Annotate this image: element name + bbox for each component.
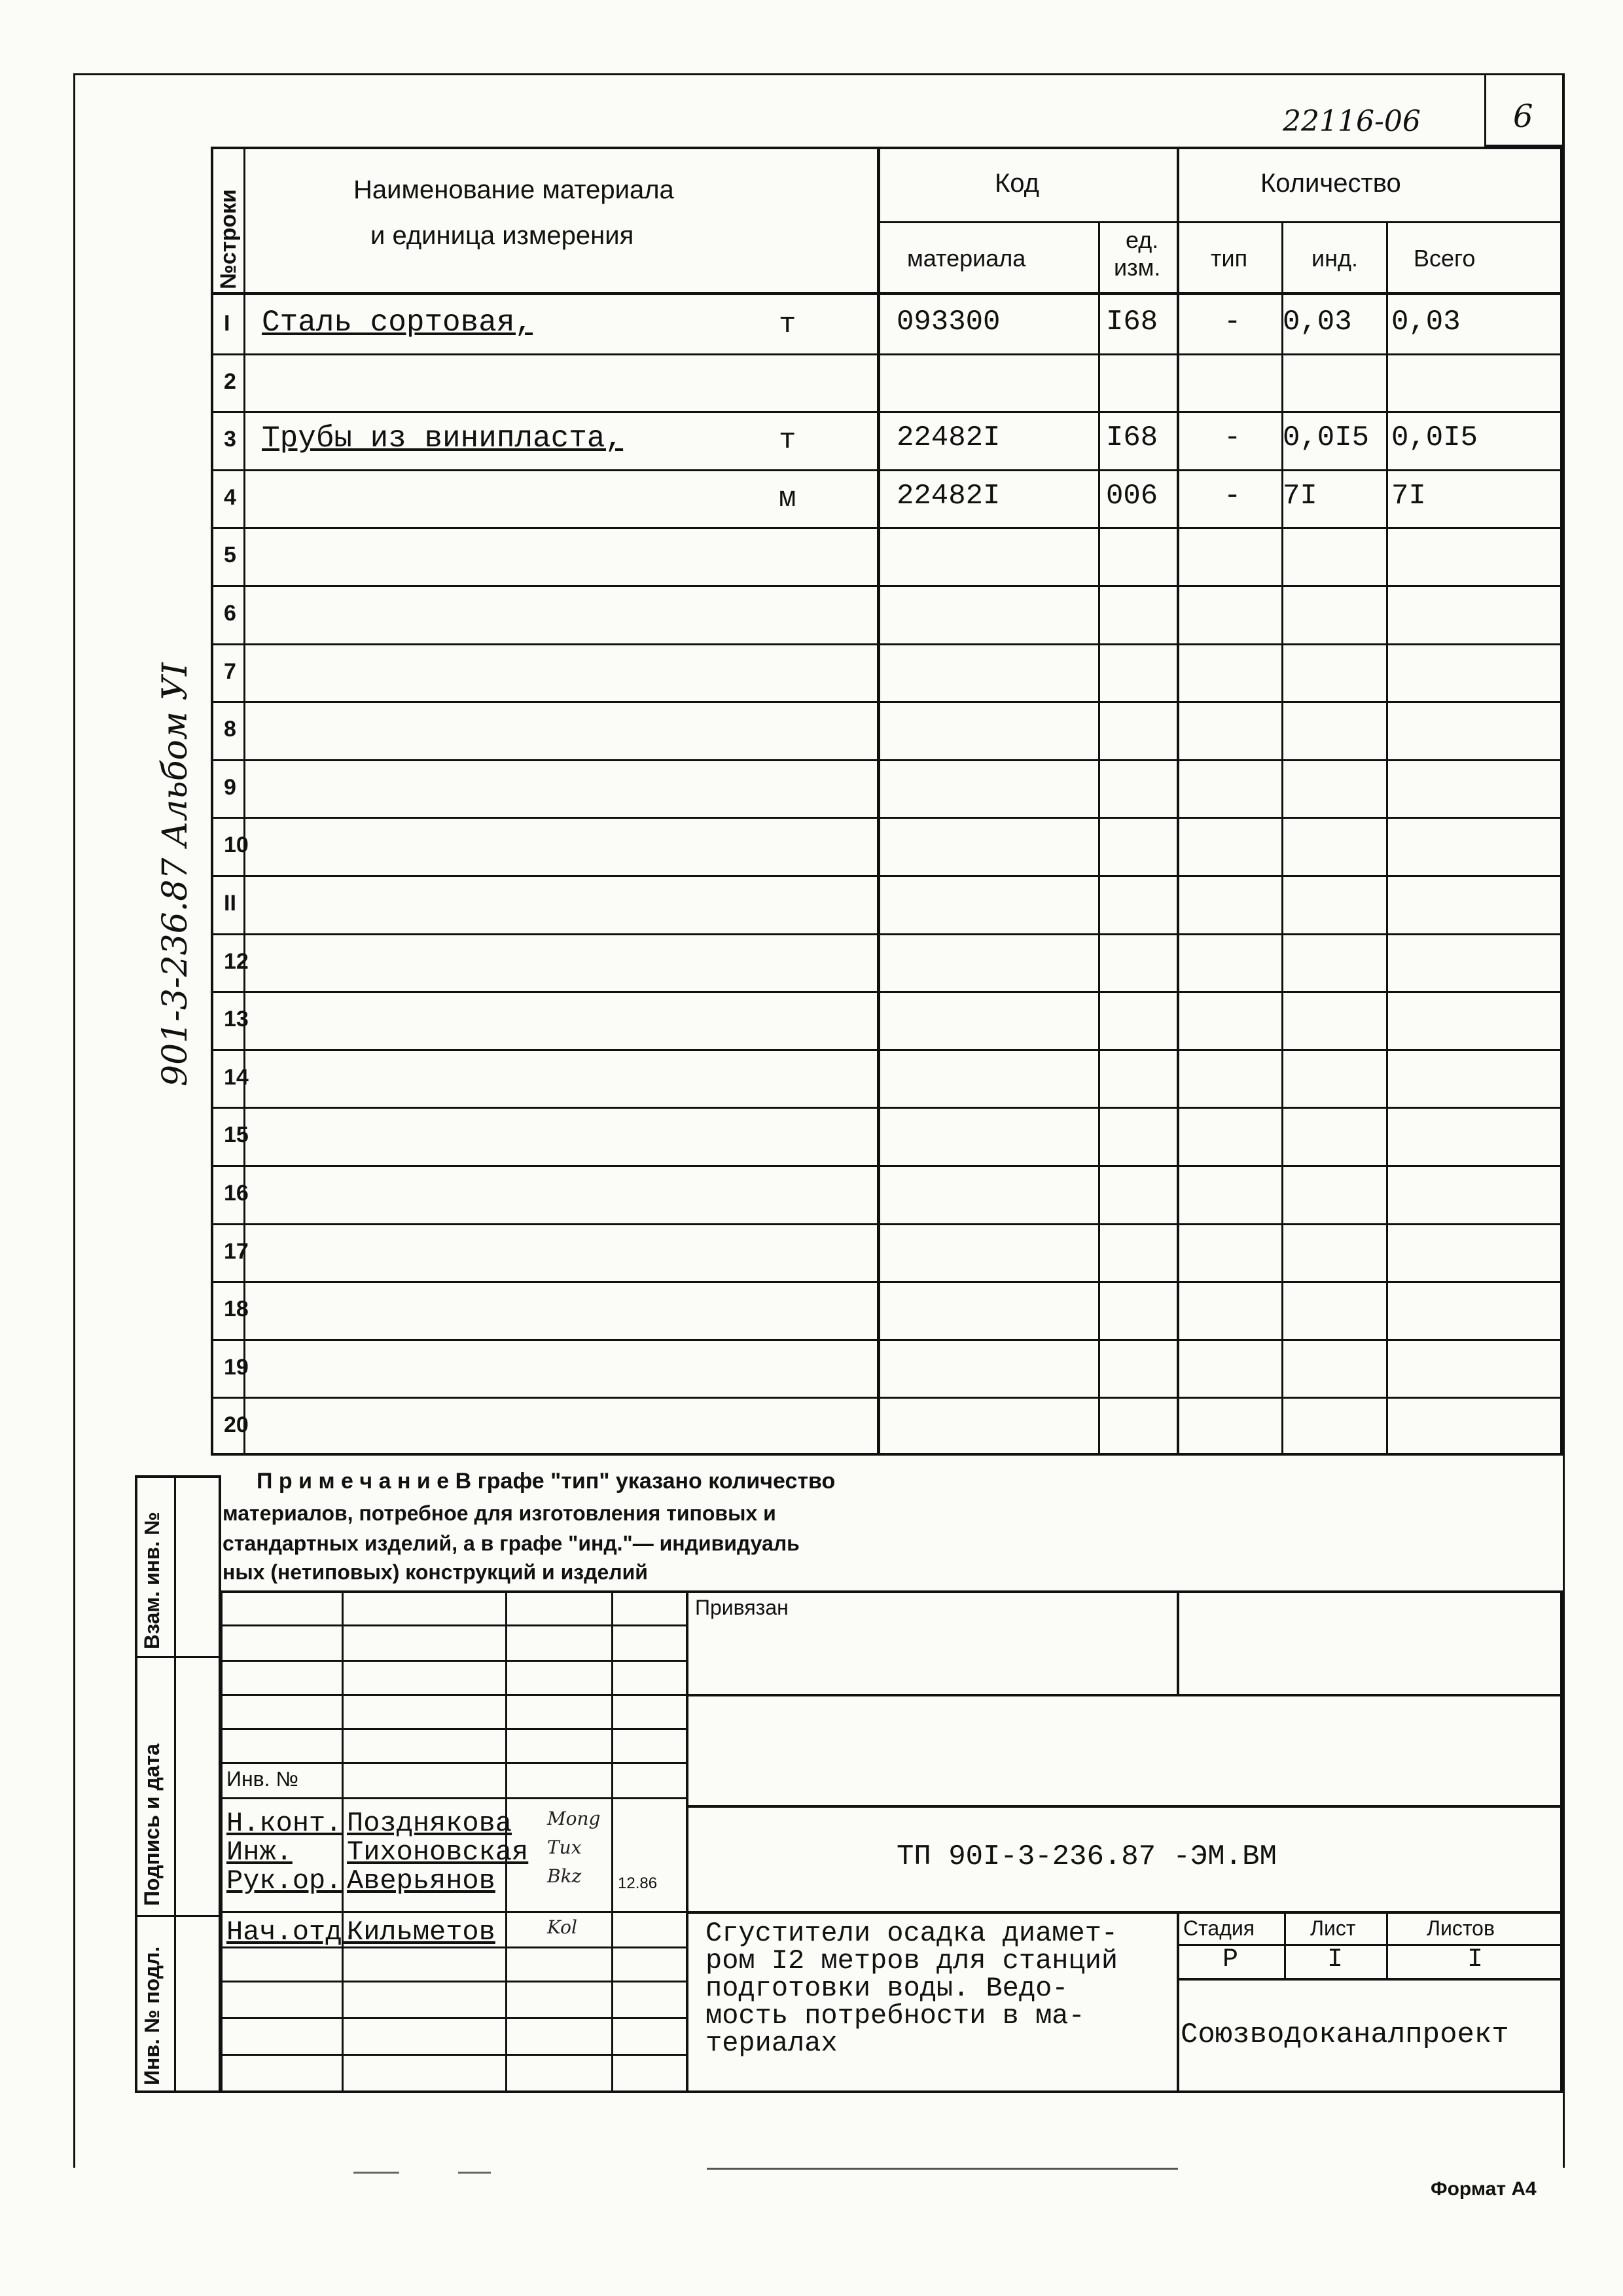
row-number: 20 — [224, 1412, 249, 1438]
row-divider — [211, 1223, 1563, 1225]
header-name-line2: и единица измерения — [370, 221, 634, 250]
row-divider — [211, 1049, 1563, 1051]
row-number: 13 — [224, 1007, 249, 1032]
row-number: 17 — [224, 1238, 249, 1264]
row-number: I — [224, 311, 230, 336]
row-divider — [211, 1281, 1563, 1283]
uom-code: 006 — [1106, 479, 1158, 512]
title-block-row-line — [221, 1660, 686, 1662]
signatory-name: Позднякова — [347, 1808, 512, 1839]
row-number: II — [224, 891, 236, 916]
row-divider — [211, 585, 1563, 587]
row-divider — [211, 933, 1563, 935]
signatory-role: Инж. — [226, 1837, 293, 1868]
row-number: 14 — [224, 1064, 249, 1090]
row-divider — [211, 1107, 1563, 1109]
side-label-podpis: Подпись и дата — [140, 1744, 164, 1906]
privyazan-label: Привязан — [695, 1596, 789, 1619]
col-divider-name — [877, 147, 880, 1456]
row-number: 8 — [224, 717, 236, 742]
header-code: Код — [995, 169, 1040, 198]
qty-type-value: - — [1224, 479, 1241, 512]
inv-no-label: Инв. № — [226, 1767, 298, 1791]
tb-main-divider — [686, 1590, 688, 2093]
title-block-row-line — [221, 1694, 686, 1696]
col-divider-ind — [1386, 221, 1388, 1456]
signatory-name: Кильметов — [347, 1916, 495, 1948]
qty-total-value: 0,03 — [1391, 306, 1461, 338]
header-qty-ind: инд. — [1311, 245, 1358, 272]
row-divider — [211, 701, 1563, 703]
qty-ind-value: 0,0I5 — [1283, 422, 1370, 455]
signatory-signature: Kol — [547, 1916, 577, 1938]
col-divider-type — [1281, 221, 1283, 1456]
header-qty-type: тип — [1211, 245, 1248, 272]
qty-ind-value: 0,03 — [1283, 306, 1352, 338]
description-line: териалах — [705, 2028, 838, 2059]
row-number: 9 — [224, 774, 236, 800]
stage-label: Стадия — [1183, 1916, 1255, 1940]
format-label: Формат А4 — [1431, 2178, 1537, 2200]
row-number: 12 — [224, 948, 249, 974]
tb-line-doc-code — [686, 1805, 1563, 1808]
row-divider — [211, 353, 1563, 355]
row-divider — [211, 817, 1563, 819]
sheets-value: I — [1467, 1945, 1484, 1975]
row-divider — [211, 643, 1563, 645]
tb-stage-col-2 — [1386, 1912, 1388, 1979]
page-number: 6 — [1513, 98, 1533, 135]
qty-type-value: - — [1224, 306, 1241, 338]
qty-total-value: 7I — [1391, 479, 1426, 512]
row-number: 2 — [224, 368, 236, 394]
title-block-row-line — [221, 1762, 686, 1764]
stage-value: Р — [1222, 1945, 1239, 1975]
material-unit: т — [779, 424, 796, 457]
header-code-unit-2: изм. — [1114, 254, 1161, 281]
sheet-label: Лист — [1310, 1916, 1356, 1940]
side-label-inv-podl: Инв. № подл. — [140, 1946, 164, 2085]
signatory-date: 12.86 — [618, 1874, 658, 1892]
header-quantity: Количество — [1260, 169, 1401, 198]
title-block-row-line — [221, 1797, 686, 1799]
description-line: мость потребности в ма- — [705, 2000, 1085, 2032]
signatory-name: Аверьянов — [347, 1865, 495, 1897]
material-unit: м — [779, 482, 796, 515]
side-label-vzam: Взам. инв. № — [140, 1512, 164, 1649]
title-block-row-line — [221, 1728, 686, 1730]
row-number: 19 — [224, 1354, 249, 1380]
signatory-signature: Mong — [547, 1808, 601, 1829]
material-name: Сталь сортовая, — [262, 306, 533, 340]
signatory-role: Н.конт. — [226, 1808, 342, 1839]
col-divider-uom — [1177, 147, 1179, 1456]
header-code-material: материала — [907, 245, 1026, 272]
tb-right-divider-bottom — [1177, 1912, 1179, 2093]
header-code-unit-1: ед. — [1126, 226, 1159, 253]
row-divider — [211, 469, 1563, 471]
header-split-line — [877, 221, 1563, 223]
signatory-signature: Bkz — [547, 1865, 582, 1887]
title-block-row-line — [221, 1911, 686, 1913]
header-bottom-line — [211, 292, 1563, 295]
title-block-row-line — [221, 2017, 686, 2019]
uom-code: I68 — [1106, 422, 1158, 455]
row-divider — [211, 1397, 1563, 1399]
row-divider — [211, 875, 1563, 877]
signatory-name: Тихоновская — [347, 1837, 529, 1868]
signatory-role: Рук.ор. — [226, 1865, 342, 1897]
signatory-role: Нач.отд. — [226, 1916, 359, 1948]
row-number: 5 — [224, 543, 236, 568]
header-qty-total: Всего — [1414, 245, 1476, 272]
row-divider — [211, 1339, 1563, 1341]
row-number: 7 — [224, 658, 236, 684]
note-line-3: стандартных изделий, а в графе "инд."— индивидуаль — [223, 1532, 800, 1555]
row-number: 4 — [224, 484, 236, 510]
note-line-4: ных (нетиповых) конструкций и изделий — [223, 1560, 648, 1584]
row-number: 18 — [224, 1297, 249, 1322]
material-code: 22482I — [897, 479, 1001, 512]
side-strip-split-1 — [135, 1656, 221, 1658]
side-strip-divider — [174, 1475, 176, 2093]
qty-ind-value: 7I — [1283, 479, 1317, 512]
row-number: 15 — [224, 1122, 249, 1148]
row-number: 3 — [224, 427, 236, 452]
row-number: 16 — [224, 1181, 249, 1206]
tb-line-description — [686, 1911, 1563, 1914]
uom-code: I68 — [1106, 306, 1158, 338]
col-divider-material — [1098, 221, 1100, 1456]
title-block-row-line — [221, 1624, 686, 1626]
header-row-no: №строки — [216, 189, 241, 289]
sheet-code: 22116-06 — [1283, 105, 1421, 138]
sheet-value: I — [1327, 1945, 1344, 1975]
tb-stage-col-1 — [1284, 1912, 1286, 1979]
doc-code: ТП 90I-3-236.87 -ЭМ.ВМ — [897, 1840, 1277, 1873]
tb-right-divider-top — [1177, 1590, 1179, 1695]
row-divider — [211, 527, 1563, 529]
side-strip-split-2 — [135, 1915, 221, 1917]
header-name-line1: Наименование материала — [353, 175, 674, 204]
tb-line-privyazan — [686, 1694, 1563, 1696]
material-unit: т — [779, 308, 796, 341]
row-number: 10 — [224, 833, 249, 858]
scan-mark-3 — [707, 2168, 1178, 2170]
scan-mark-2 — [458, 2172, 491, 2174]
note-line-2: материалов, потребное для изготовления типовых и — [223, 1501, 776, 1525]
description-line: подготовки воды. Ведо- — [705, 1973, 1069, 2004]
materials-table — [211, 147, 1563, 1456]
material-name: Трубы из винипласта, — [262, 422, 624, 456]
row-divider — [211, 759, 1563, 761]
row-number: 6 — [224, 601, 236, 626]
title-block-row-line — [221, 2054, 686, 2056]
row-divider — [211, 991, 1563, 993]
material-code: 093300 — [897, 306, 1001, 338]
tb-stage-value-line — [1177, 1978, 1563, 1981]
signatory-signature: Tux — [547, 1837, 582, 1858]
row-divider — [211, 411, 1563, 413]
sheets-label: Листов — [1427, 1916, 1495, 1940]
row-divider — [211, 1165, 1563, 1167]
qty-type-value: - — [1224, 422, 1241, 455]
frame-right-edge — [1563, 73, 1565, 2168]
description-line: Сгустители осадка диамет- — [705, 1918, 1118, 1949]
note-line-1: П р и м е ч а н и е В графе "тип" указано количество — [257, 1469, 836, 1494]
organization: Союзводоканалпроект — [1181, 2018, 1509, 2051]
album-label: 901-3-236.87 Альбом УI — [156, 662, 195, 1086]
description-line: ром I2 метров для станций — [705, 1945, 1118, 1977]
qty-total-value: 0,0I5 — [1391, 422, 1478, 455]
material-code: 22482I — [897, 422, 1001, 455]
title-block-row-line — [221, 1981, 686, 1982]
scan-mark-1 — [353, 2172, 399, 2174]
